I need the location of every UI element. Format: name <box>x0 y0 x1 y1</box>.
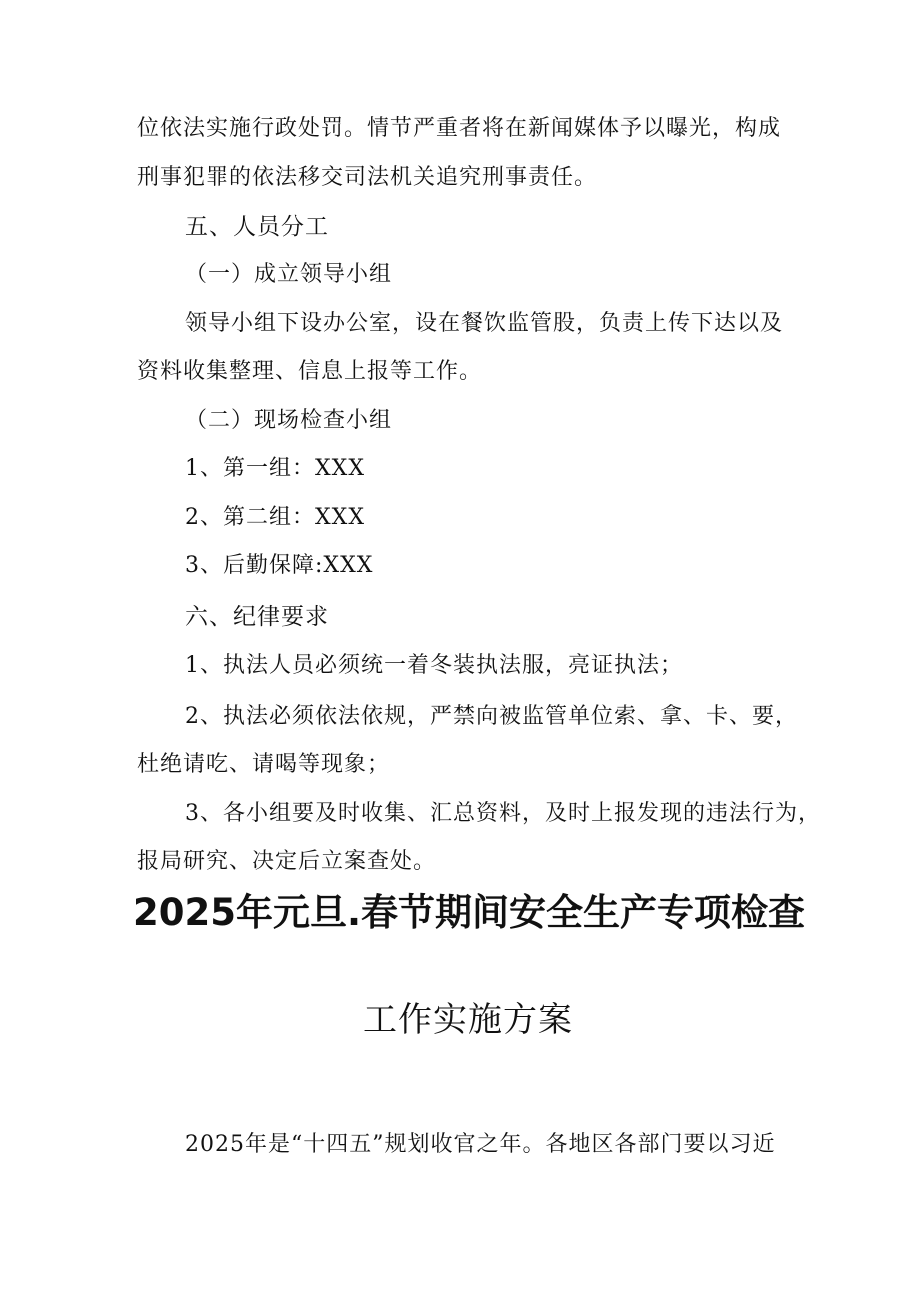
paragraph-line: 杜绝请吃、请喝等现象； <box>137 752 391 777</box>
list-item: 2、第二组：XXX <box>185 505 365 530</box>
subsection-heading: （二）现场检查小组 <box>185 408 393 433</box>
paragraph-line: 资料收集整理、信息上报等工作。 <box>137 359 483 384</box>
paragraph-line: 刑事犯罪的依法移交司法机关追究刑事责任。 <box>137 165 598 190</box>
section-heading-discipline: 六、纪律要求 <box>185 604 329 630</box>
paragraph-line: 位依法实施行政处罚。情节严重者将在新闻媒体予以曝光，构成 <box>137 116 782 141</box>
intro-paragraph: 2025年是“十四五”规划收官之年。各地区各部门要以习近 <box>185 1132 776 1157</box>
section-heading-staffing: 五、人员分工 <box>185 214 329 240</box>
list-item: 1、执法人员必须统一着冬装执法服，亮证执法； <box>185 653 683 678</box>
list-item: 1、第一组：XXX <box>185 456 365 481</box>
document-title-line1: 2025年元旦.春节期间安全生产专项检查 <box>133 891 806 934</box>
list-item: 3、后勤保障:XXX <box>185 553 374 578</box>
paragraph-line: 报局研究、决定后立案查处。 <box>137 849 437 874</box>
paragraph-line: 领导小组下设办公室，设在餐饮监管股，负责上传下达以及 <box>185 311 784 336</box>
subsection-heading: （一）成立领导小组 <box>185 262 393 287</box>
list-item: 2、执法必须依法依规，严禁向被监管单位索、拿、卡、要， <box>185 704 798 729</box>
list-item: 3、各小组要及时收集、汇总资料，及时上报发现的违法行为， <box>185 801 821 826</box>
document-title-line2: 工作实施方案 <box>363 1000 573 1040</box>
